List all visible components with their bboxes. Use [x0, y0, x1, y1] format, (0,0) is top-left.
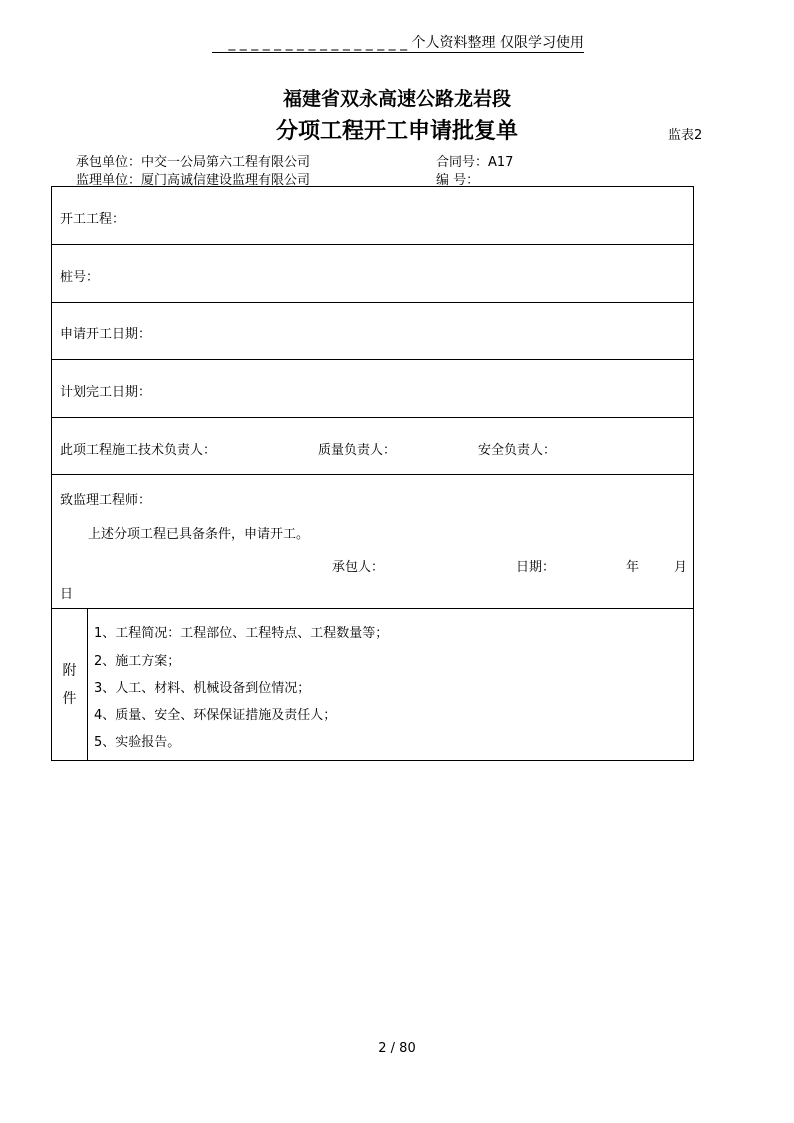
- document-title: 分项工程开工申请批复单: [275, 119, 518, 144]
- list-item: 2、施工方案；: [94, 654, 181, 669]
- attachments-list: [88, 609, 693, 760]
- row-start-date: [52, 303, 693, 360]
- attachments-label-char1: 附: [62, 662, 77, 679]
- attachments-label-char2: 件: [62, 690, 77, 707]
- request-to: 致监理工程师：: [60, 493, 152, 508]
- day-label: 日: [60, 587, 74, 602]
- contractor-sign-label: 承包人：: [332, 560, 385, 575]
- application-form: [51, 186, 694, 761]
- list-item: 1、工程简况：工程部位、工程特点、工程数量等；: [94, 626, 389, 641]
- document-title-region: 福建省双永高速公路龙岩段: [282, 88, 511, 110]
- row-project: [52, 187, 693, 245]
- date-label: 日期：: [516, 560, 556, 575]
- row-stake: [52, 245, 693, 303]
- list-item: 3、人工、材料、机械设备到位情况；: [94, 681, 311, 696]
- page-number: 2 / 80: [378, 1041, 416, 1056]
- tech-lead-label: 此项工程施工技术负责人：: [60, 443, 217, 458]
- attachments-label: [52, 609, 88, 760]
- serial-number: 编 号：: [436, 173, 480, 188]
- contract-number: 合同号：A17: [436, 155, 514, 170]
- start-date-label: 申请开工日期：: [60, 327, 152, 342]
- request-body: 上述分项工程已具备条件，申请开工。: [88, 527, 310, 542]
- contractor-unit: 承包单位：中交一公局第六工程有限公司: [76, 155, 311, 170]
- row-request: [52, 475, 693, 609]
- row-responsible: [52, 418, 693, 475]
- quality-lead-label: 质量负责人：: [318, 443, 397, 458]
- year-label: 年: [626, 560, 640, 575]
- safety-lead-label: 安全负责人：: [478, 443, 557, 458]
- month-label: 月: [674, 560, 688, 575]
- finish-date-label: 计划完工日期：: [60, 385, 152, 400]
- row-attachments: [52, 609, 693, 760]
- page-header: _ _ _ _ _ _ _ _ _ _ _ _ _ _ _ _ 个人资料整理 仅限学习使用: [212, 34, 584, 53]
- form-code: 监表2: [668, 128, 703, 143]
- list-item: 5、实验报告。: [94, 735, 181, 750]
- row-finish-date: [52, 360, 693, 418]
- list-item: 4、质量、安全、环保保证措施及责任人；: [94, 708, 337, 723]
- stake-label: 桩号：: [60, 270, 100, 285]
- project-label: 开工工程：: [60, 212, 126, 227]
- supervisor-unit: 监理单位：厦门高诚信建设监理有限公司: [76, 173, 311, 188]
